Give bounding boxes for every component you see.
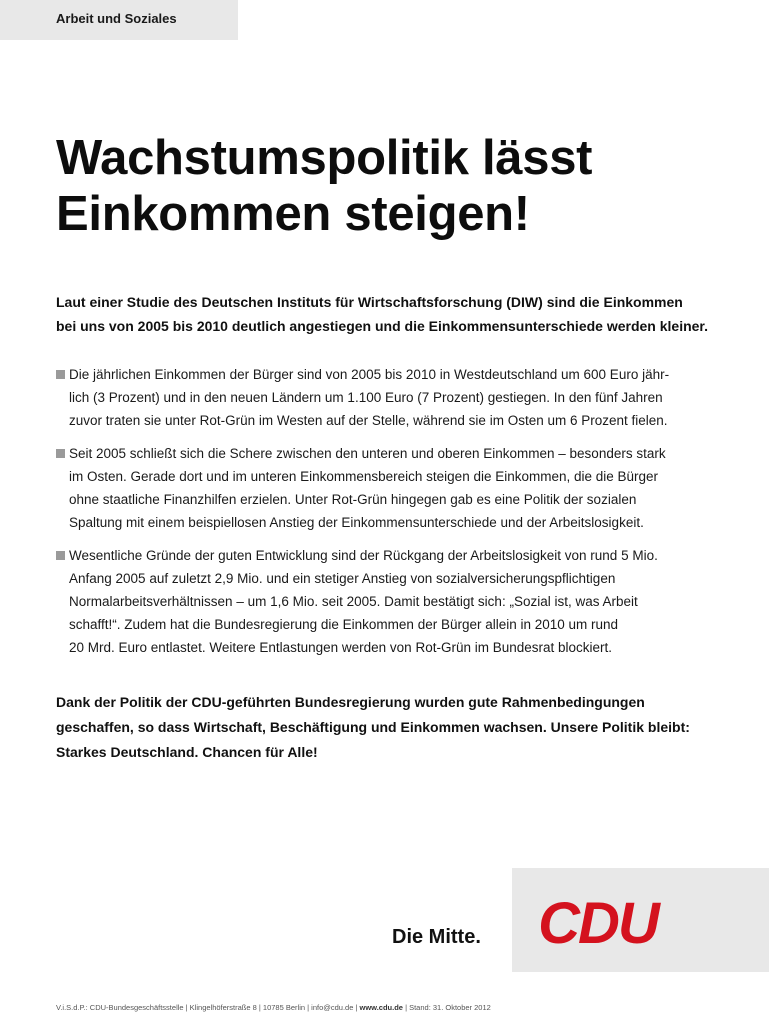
bullet-line: Seit 2005 schließt sich die Schere zwischen den unteren und oberen Einkommen – besonders stark	[69, 446, 666, 461]
bullet-line: Wesentliche Gründe der guten Entwicklung sind der Rückgang der Arbeitslosigkeit von rund 5 Mio.	[69, 548, 658, 563]
bullet-text	[69, 442, 756, 534]
bullet-line: Die jährlichen Einkommen der Bürger sind von 2005 bis 2010 in Westdeutschland um 600 Euro jähr-	[69, 367, 670, 382]
closing-paragraph	[56, 690, 756, 765]
page-title	[56, 130, 736, 242]
bullet-line: Normalarbeitsverhältnissen – um 1,6 Mio. seit 2005. Damit bestätigt sich: „Sozial ist, was Arbeit	[69, 594, 638, 609]
square-bullet-icon	[56, 449, 65, 458]
headline-line-2: Einkommen steigen!	[56, 187, 530, 241]
bullet-text	[69, 363, 756, 432]
footer-website-link[interactable]: www.cdu.de	[359, 1003, 403, 1012]
footer-imprint-text: V.i.S.d.P.: CDU-Bundesgeschäftsstelle | Klingelhöferstraße 8 | 10785 Berlin | info@cdu.de |	[56, 1003, 360, 1012]
footer-imprint	[56, 1003, 491, 1012]
bullet-line: Anfang 2005 auf zuletzt 2,9 Mio. und ein stetiger Anstieg von sozialversicherungspflichtigen	[69, 571, 616, 586]
footer-date: | Stand: 31. Oktober 2012	[402, 1003, 491, 1012]
closing-line-3: Starkes Deutschland. Chancen für Alle!	[56, 744, 318, 760]
bullet-line: 20 Mrd. Euro entlastet. Weitere Entlastungen werden von Rot-Grün im Bundesrat blockiert.	[69, 640, 613, 655]
bullet-line: schafft!“. Zudem hat die Bundesregierung die Einkommen der Bürger allein in 2010 um rund	[69, 617, 619, 632]
bullet-text	[69, 544, 756, 659]
bullet-item-income-growth	[56, 363, 756, 432]
closing-line-2: geschaffen, so dass Wirtschaft, Beschäftigung und Einkommen wachsen. Unsere Politik bleibt:	[56, 719, 690, 735]
bullet-item-reasons	[56, 544, 756, 659]
intro-paragraph	[56, 290, 746, 338]
closing-line-1: Dank der Politik der CDU-geführten Bundesregierung wurden gute Rahmenbedingungen	[56, 694, 645, 710]
headline-line-1: Wachstumspolitik lässt	[56, 131, 593, 185]
bullet-item-income-gap	[56, 442, 756, 534]
square-bullet-icon	[56, 370, 65, 379]
intro-line-1: Laut einer Studie des Deutschen Instituts für Wirtschaftsforschung (DIW) sind die Einkommen	[56, 294, 683, 310]
bullet-line: im Osten. Gerade dort und im unteren Einkommensbereich steigen die Einkommen, die die Bürger	[69, 469, 659, 484]
bullet-line: ohne staatliche Finanzhilfen erzielen. Unter Rot-Grün hingegen gab es eine Politik der sozialen	[69, 492, 637, 507]
category-tab	[0, 0, 238, 40]
bullet-line: Spaltung mit einem beispiellosen Anstieg der Einkommensunterschiede und der Arbeitslosigkeit.	[69, 515, 644, 530]
square-bullet-icon	[56, 551, 65, 560]
category-label: Arbeit und Soziales	[56, 11, 177, 26]
slogan: Die Mitte.	[392, 926, 481, 948]
intro-line-2: bei uns von 2005 bis 2010 deutlich angestiegen und die Einkommensunterschiede werden kleiner.	[56, 318, 708, 334]
cdu-logo	[524, 896, 672, 950]
bullet-list	[56, 363, 756, 669]
bullet-line: zuvor traten sie unter Rot-Grün im Westen auf der Stelle, während sie im Osten um 6 Prozent fielen.	[69, 413, 668, 428]
bullet-line: lich (3 Prozent) und in den neuen Ländern um 1.100 Euro (7 Prozent) gestiegen. In den fünf Jahren	[69, 390, 663, 405]
cdu-logo-text: CDU	[538, 896, 658, 950]
